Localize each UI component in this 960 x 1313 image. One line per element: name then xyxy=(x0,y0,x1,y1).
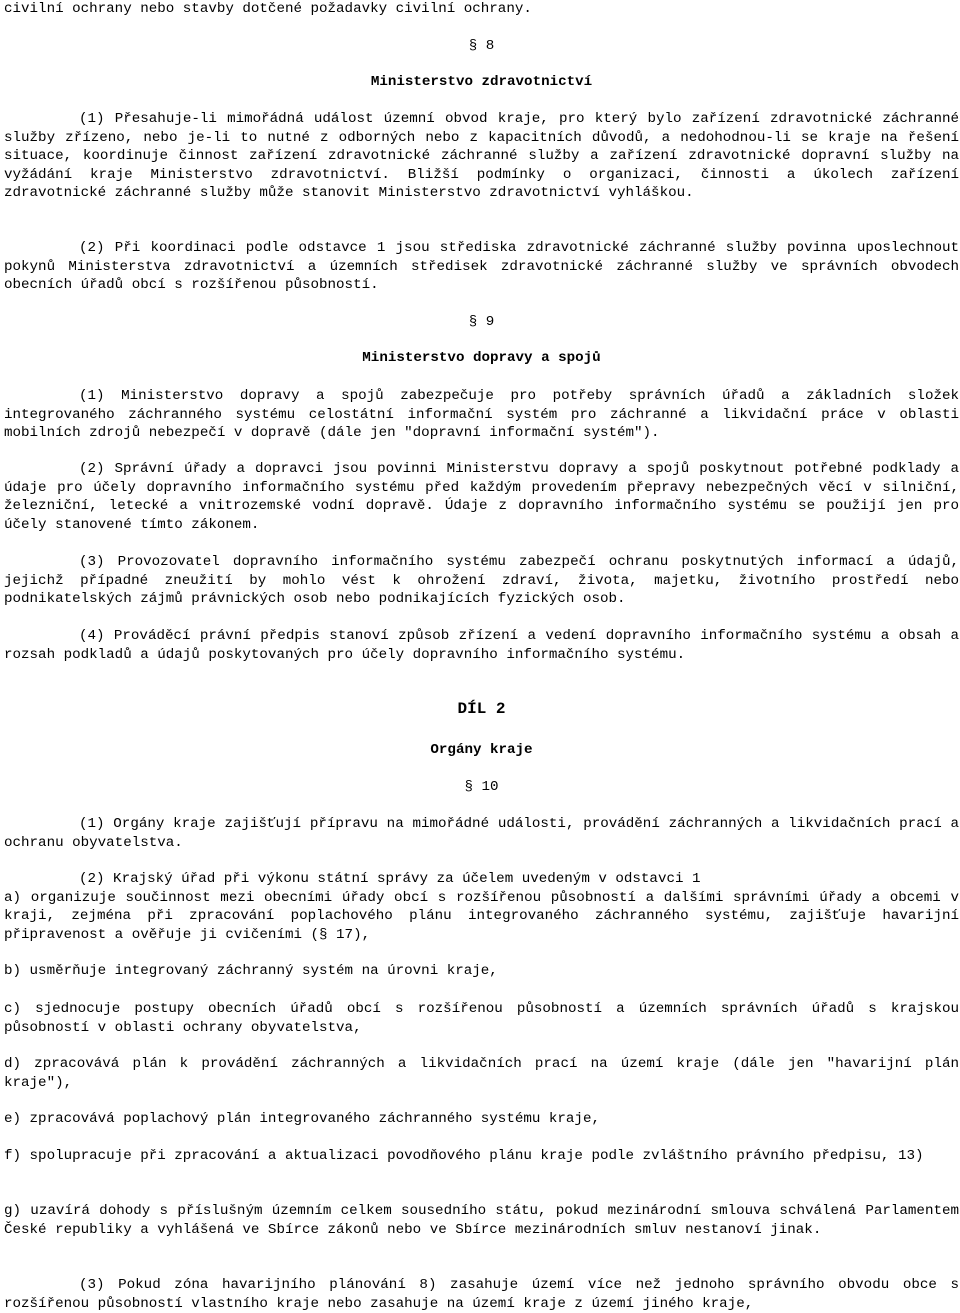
list-item-a: a) organizuje součinnost mezi obecními úřady obcí s rozšířenou působností a dalšími správními úřady a obcemi v kraji, zejména při zpracování poplachového plánu integrovaného záchranného systému, zajišťuje havarijní připravenost a ověřuje ji cvičeními (§ 17), xyxy=(4,889,959,943)
list-item-f: f) spolupracuje při zpracování a aktualizaci povodňového plánu kraje podle zvláštního právního předpisu, 13) xyxy=(4,1148,924,1164)
section-10-paragraph-3 xyxy=(4,1276,959,1313)
top-line xyxy=(4,0,959,19)
list-item-g-block xyxy=(4,1202,959,1239)
section-8-paragraph-1 xyxy=(4,110,959,203)
paragraph-text: (3) Provozovatel dopravního informačního systému zabezpečí ochranu poskytnutých informací a údajů, jejichž případné zneužití by mohlo vést k ohrožení zdraví, života, majetku, životního prostředí nebo podnikatelských zájmů právnických osob nebo podnikajících fyzických osob. xyxy=(4,554,959,607)
section-9-paragraph-1 xyxy=(4,387,959,443)
section-10-number: § 10 xyxy=(464,779,499,795)
list-item-c: c) sjednocuje postupy obecních úřadů obcí s rozšířenou působností a územních správních úřadů s krajskou působností v oblasti ochrany obyvatelstva, xyxy=(4,1001,959,1036)
paragraph-text: (1) Ministerstvo dopravy a spojů zabezpečuje pro potřeby správních úřadů a základních složek integrovaného záchranného systému celostátní informační systém pro záchranné a likvidační práce v oblasti mobilních zdrojů nebezpečí v dopravě (dále jen "dopravní informační systém"). xyxy=(4,388,959,441)
section-9-number: § 9 xyxy=(468,314,495,330)
section-8-title: Ministerstvo zdravotnictví xyxy=(370,74,593,90)
paragraph-text: (3) Pokud zóna havarijního plánování 8) zasahuje území více než jednoho správního obvodu obce s rozšířenou působností vlastního kraje nebo zasahuje na území kraje z území jiného kraje, xyxy=(4,1277,959,1312)
paragraph-text: (1) Orgány kraje zajišťují přípravu na mimořádné události, provádění záchranných a likvidačních prací a ochranu obyvatelstva. xyxy=(4,816,959,851)
list-item-g: g) uzavírá dohody s příslušným územním celkem sousedního státu, pokud mezinárodní smlouva schválená Parlamentem České republiky a vyhlášená ve Sbírce zákonů nebo ve Sbírce mezinárodních smluv nestanoví jinak. xyxy=(4,1203,959,1238)
part-subtitle: Orgány kraje xyxy=(430,742,533,758)
section-9-paragraph-4 xyxy=(4,627,959,664)
list-item-b-block xyxy=(4,962,959,981)
list-item-e-block xyxy=(4,1110,959,1129)
continuation-text: civilní ochrany nebo stavby dotčené požadavky civilní ochrany. xyxy=(4,1,532,17)
list-item-d-block xyxy=(4,1055,959,1092)
list-item-b: b) usměrňuje integrovaný záchranný systém na úrovni kraje, xyxy=(4,963,498,979)
list-item-e: e) zpracovává poplachový plán integrovaného záchranného systému kraje, xyxy=(4,1111,600,1127)
paragraph-text: (2) Při koordinaci podle odstavce 1 jsou střediska zdravotnické záchranné služby povinna uposlechnout pokynů Ministerstva zdravotnictví a územních středisek zdravotnické záchranné služby ve správních obvodech obecních úřadů obcí s rozšířenou působností. xyxy=(4,240,959,293)
list-item-d: d) zpracovává plán k provádění záchranných a likvidačních prací na území kraje (dále jen "havarijní plán kraje"), xyxy=(4,1056,959,1091)
section-9-title: Ministerstvo dopravy a spojů xyxy=(362,350,601,366)
section-9-paragraph-3 xyxy=(4,553,959,609)
paragraph-text: (1) Přesahuje-li mimořádná událost územní obvod kraje, pro který bylo zařízení zdravotnické záchranné služby zřízeno, nebo je-li to nutné z odborných nebo z kapacitních důvodů, a nedohodnou-li se kraje na řešení situace, koordinuje činnost zařízení zdravotnické záchranné služby a zařízení zdravotnické dopravní služby na vyžádání kraje Ministerstvo zdravotnictví. Bližší podmínky o organizaci, činnosti a úkolech zařízení zdravotnické záchranné služby může stanovit Ministerstvo zdravotnictví vyhláškou. xyxy=(4,111,959,201)
list-item-f-block xyxy=(4,1147,959,1166)
section-8-paragraph-2 xyxy=(4,239,959,295)
paragraph-intro: (2) Krajský úřad při výkonu státní správy za účelem uvedeným v odstavci 1 xyxy=(79,871,701,887)
paragraph-text: (2) Správní úřady a dopravci jsou povinni Ministerstvu dopravy a spojů poskytnout potřebné podklady a údaje pro účely dopravního informačního systému před každým provedením přepravy nebezpečných věcí v silniční, železniční, letecké a vnitrozemské vodní dopravě. Údaje z dopravního informačního systému se použijí jen pro účely stanovené tímto zákonem. xyxy=(4,461,959,533)
section-8-number: § 8 xyxy=(468,38,495,54)
part-title: DÍL 2 xyxy=(457,700,506,718)
section-9-paragraph-2 xyxy=(4,460,959,534)
section-10-paragraph-1 xyxy=(4,815,959,852)
section-10-paragraph-2 xyxy=(4,870,959,944)
list-item-c-block xyxy=(4,1000,959,1037)
paragraph-text: (4) Prováděcí právní předpis stanoví způsob zřízení a vedení dopravního informačního systému a obsah a rozsah podkladů a údajů poskytovaných pro účely dopravního informačního systému. xyxy=(4,628,959,663)
